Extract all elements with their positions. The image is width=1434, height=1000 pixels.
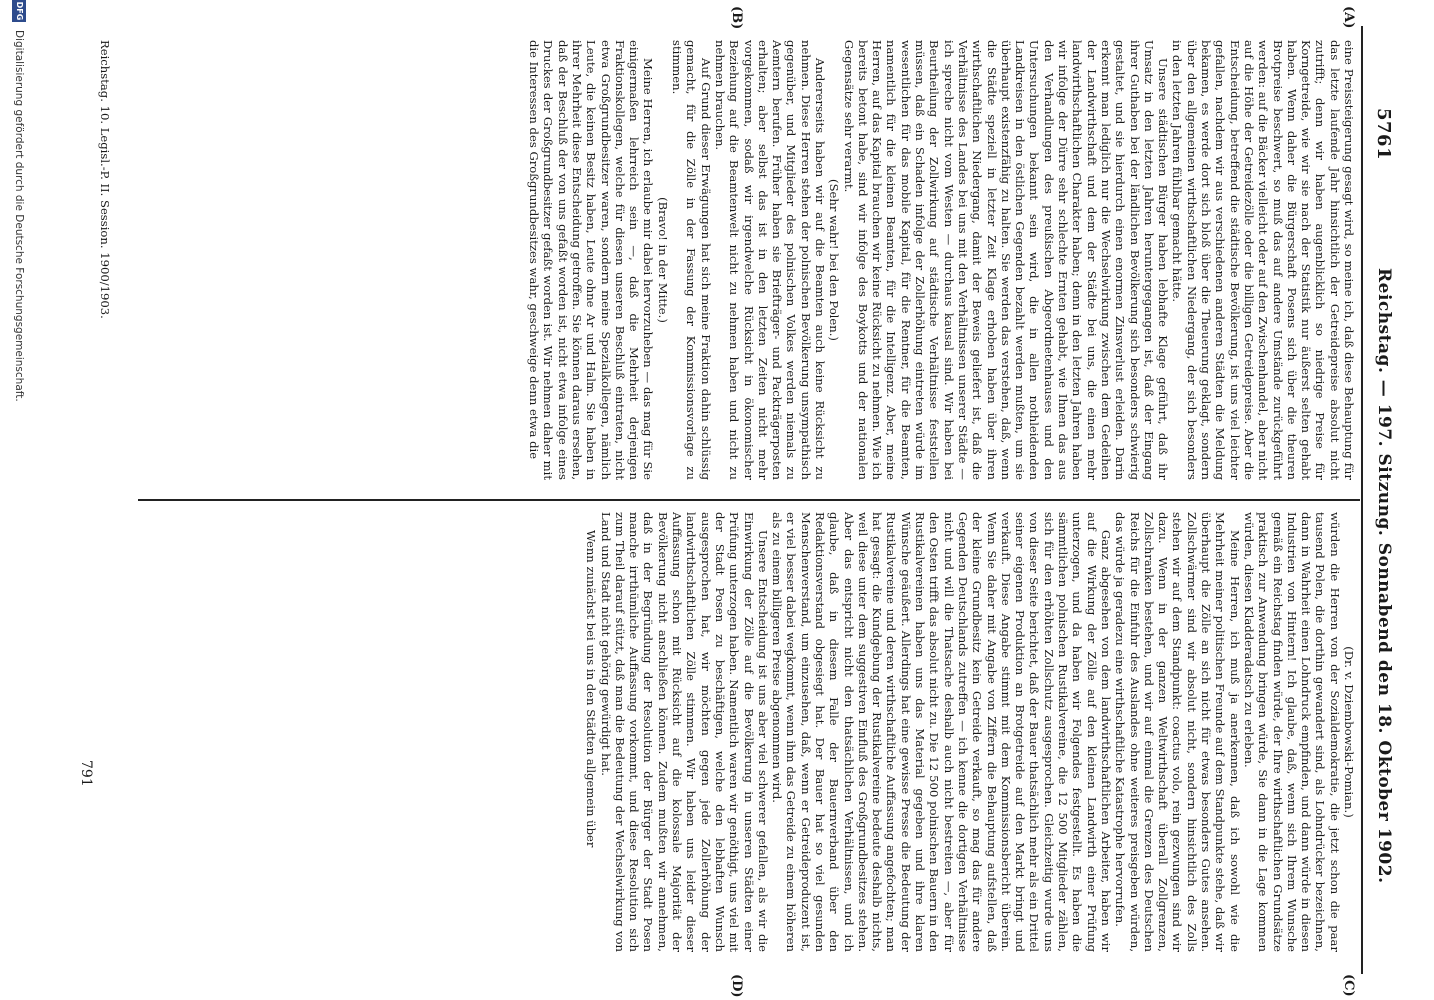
header-title: Reichstag. — 197. Sitzung. Sonnabend den 18. Oktober 1902. [1374, 268, 1394, 884]
paragraph: Auf Grund dieser Erwägungen hat sich meine Fraktion dahin schlüssig gemacht, für die Zölle in der Fassung der Kommissionsvorlage zu stimmen. [670, 40, 713, 480]
margin-letter-c: (C) [1341, 974, 1356, 997]
page-number: 791 [78, 760, 94, 787]
digitization-credit [6, 0, 30, 1000]
paragraph: eine Preissteigerung gesagt wird, so meine ich, daß diese Behauptung für das letzte laufende Jahr hinsichtlich der Getreidepreise absolut nicht zutrifft; denn wir haben augenblicklich so niedrige Preise für Korngetreide, wie wir sie nach der Statistik nur äußerst selten gehabt haben. Wenn daher die Bürgerschaft Posens sich über die theuren Brotpreise beschwert, so muß das auf andere Umstände zurückgeführt werden: auf die Bäcker vielleicht oder auf den Zwischenhandel, aber nicht auf die Höhe der Getreidezölle oder die billigen Getreidepreise. Aber die Entscheidung, betreffend die städtische Bevölkerung, ist uns viel leichter gefallen, nachdem wir aus verschiedenen anderen Städten die Meldung bekamen, es werde dort sich bloß über die Theuerung geklagt, sondern über den allgemeinen wirthschaftlichen Niedergang, der sich besonders in den letzten Jahren fühlbar gemacht hätte. [1170, 40, 1356, 480]
paragraph: Meine Herren, ich erlaube mir dabei hervorzuheben — das mag für Sie einigermaßen lehrreich sein —, daß die Mehrheit derjenigen Fraktionskollegen, welche für diesen unseren Beschluß eintraten, nicht etwa Großgrundbesitzer waren, sondern meine Spezialkollegen, nämlich Leute, die keinen Besitz haben, Leute ohne Ar und Halm. Sie haben in ihrer Mehrheit diese Entscheidung getroffen. Sie können daraus ersehen, daß der Beschluß der von uns gefaßt worden ist, nicht etwa infolge eines Druckes der Großgrundbesitzer gefaßt worden ist. Wir nehmen daher mit die Interessen des Großgrundbesitzes wahr, geschweige denn etwa die [527, 40, 656, 480]
interjection: (Sehr wahr! bei den Polen.) [827, 179, 842, 341]
left-text-column [38, 40, 1356, 480]
paragraph: Unsere Entscheidung ist uns aber viel schwerer gefallen, als wir die Einwirkung der Zölle auf die Bevölkerung in unseren Städten einer Prüfung unterzogen haben. Namentlich waren wir genöthigt, uns viel mit der Stadt Posen zu beschäftigen, welche den lebhaften Wunsch ausgesprochen hat, wir möchten gegen jede Zollerhöhung der landwirthschaftlichen Zölle stimmen. Wir haben uns leider dieser Auffassung schon mit Rücksicht auf die kolossale Majorität der Bevölkerung nicht anschließen können. Zudem mußten wir annehmen, daß in der Begründung der Resolution der Bürger der Stadt Posen manche irrthümliche Auffassung vorkommt, und diese Resolution sich zum Theil darauf stützt, daß man die Bedeutung der Wechselwirkung von Land und Stadt nicht gehörig gewürdigt hat. [598, 512, 770, 952]
paragraph: Meine Herren, ich muß ja anerkennen, daß ich sowohl wie die Mehrheit meiner politischen Freunde auf dem Standpunkte stehe, daß wir überhaupt die Zölle an sich nicht für etwas besonders Gutes ansehen. Zollschwärmer sind wir absolut nicht, sondern hinsichtlich des Zolls stehen wir auf dem Standpunkt: coactus volo, rein gezwungen sind wir dazu. Wenn in der ganzen Weltwirthschaft überall Zollgrenzen, Zollschranken bestehen, und wir auf einmal die Grenzen des Deutschen Reichs für die Einfuhr des Auslandes ohne weiteres preisgeben würden, das würde ja geradezu eine wirthschaftliche Katastrophe hervorrufen. [1113, 512, 1242, 952]
right-text-column [38, 512, 1356, 952]
dfg-logo: DFG [12, 0, 26, 22]
page-footer: Reichstag. 10. Legisl.-P. II. Session. 1900/1903. [98, 40, 112, 319]
speaker-name: (Dr. v. Dziembowski-Pomian.) [1342, 646, 1356, 818]
paragraph: Andererseits haben wir auf die Beamten auch keine Rücksicht zu nehmen. Diese Herren stehen der polnischen Bevölkerung unsympathisch gegenüber, und Mitglieder des polnischen Volkes werden niemals zu Aemtern berufen. Früher haben sie Briefträger- und Packträgerposten erhalten; aber selbst das ist in den letzten Zeiten nicht mehr vorgekommen, sodaß wir irgendwelche Rücksicht in ökonomischer Beziehung auf die Beamtenwelt nicht zu nehmen haben und nicht zu nehmen brauchen. [712, 40, 828, 480]
margin-letter-a: (A) [1341, 6, 1356, 29]
paragraph: Unsere städtischen Bürger haben lebhafte Klage geführt, daß ihr Umsatz in den letzten Jahren heruntergegangen ist, daß der Eingang ihrer Guthaben bei der ländlichen Bevölkerung sich besonders schwierig gestaltet, und sie hierdurch einen enormen Zinsverlust erleiden. Darin erkennt man lediglich nur die Wechselwirkung zwischen dem Gedeihen der Landwirthschaft und dem der Städte bei uns, die einen mehr landwirthschaftlichen Charakter haben; denn in den letzten Jahren haben wir infolge der Dürre sehr schlechte Ernten gehabt, wie Ihnen das aus den Verhandlungen des preußischen Abgeordnetenhauses und den Untersuchungen bekannt sein wird, die in allen nothleidenden Landkreisen in den östlichen Gegenden bezahlt werden mußten, um sie überhaupt existenzfähig zu halten. Sie werden das verstehen, daß, wenn die Städte speziell in letzter Zeit Klage erhoben haben über ihren wirthschaftlichen Niedergang, damit der Beweis geliefert ist, daß die Verhältnisse des Landes bei uns mit den Verhältnissen unserer Städte — ich spreche nicht vom Westen — durchaus kausal sind. Wir haben bei Beurtheilung der Zollwirkung auf städtische Verhältnisse feststellen müssen, daß ein Schaden infolge der Zollerhöhung eintreten würde im wesentlichen für das mobile Kapital, für die Rentner, für die Beamten, namentlich für die kleinen Beamten, für die Intelligenz. Aber, meine Herren, auf das Kapital brauchen wir keine Rücksicht zu nehmen. Wie ich bereits betont habe, sind wir infolge des Boykotts und der nationalen Gegensätze sehr verarmt. [841, 40, 1171, 480]
paragraph: Wenn zunächst bei uns in den Städten allgemein über [584, 530, 599, 848]
header-divider [1361, 26, 1363, 974]
page-header [1370, 30, 1396, 970]
paragraph: würden die Herren von der Sozialdemokratie, die jetzt schon die paar tausend Polen, die dorthin gewandert sind, als Lohndrücker bezeichnen, dann in Wahrheit einen Lohndruck empfinden, und dann würde in diesen Industrien von Hintern! Ich glaube, daß, wenn sich Ihrem Wunsche gemäß ein Reichstag finden würde, der Ihre wirthschaftlichen Grundsätze praktisch zur Anwendung bringen würde, Sie dann in die Lage kommen würden, diesen Kladderadatsch zu erleben. [1241, 512, 1342, 952]
digitization-credit-text: Digitalisierung gefördert durch die Deutsche Forschungsgemeinschaft. [13, 30, 25, 402]
header-page-number: 5761 [1373, 108, 1394, 161]
column-divider [138, 499, 1360, 501]
paragraph: Ganz abgesehen von dem landwirthschaftlichen Arbeiter, haben wir auf die Wirkung der Zölle auf den kleinen Landwirth einer Prüfung unterzogen, und da haben wir Folgendes festgestellt. Es haben die sämmtlichen polnischen Rustikalvereine, die 12 500 Mitglieder zählen, sich für den erhöhten Zollschutz ausgesprochen. Gleichzeitig wurde uns von dieser Seite berichtet, daß der Bauer thatsächlich mehr als ein Drittel seiner eigenen Produktion an Brotgetreide auf den Markt bringt und verkauft. Diese Angabe stimmt mit dem Kommissionsbericht überein. Wenn Sie daher mit Angabe von Ziffern die Behauptung aufstellen, daß der kleine Grundbesitz kein Getreide verkauft, so mag das für andere Gegenden Deutschlands zutreffen — ich kenne die dortigen Verhältnisse nicht und will die Thatsache deshalb auch nicht bestreiten —, aber für den Osten trifft das absolut nicht zu. Die 12 500 polnischen Bauern in den Rustikalvereinen haben uns das Material gegeben und ihre klaren Wünsche geäußert. Allerdings hat eine gewisse Presse die Bedeutung der Rustikalvereine und deren wirthschaftliche Auffassung angefochten; man hat gesagt: die Kundgebung der Rustikalvereine bedeute deshalb nichts, weil diese unter dem suggestiven Einfluß des Großgrundbesitzes stehen. Aber das entspricht nicht den thatsächlichen Verhältnissen, und ich glaube, daß in diesem Falle der Bauernverband über den Redaktionsverstand obgesiegt hat. Der Bauer hat so viel gesunden Menschenverstand, um einzusehen, daß, wenn er Getreideproduzent ist, er viel besser dabei wegkommt, wenn ihm das Getreide zu einem höheren als zu einem billigeren Preise abgenommen wird. [770, 512, 1113, 952]
margin-letter-b: (B) [729, 6, 744, 30]
margin-letter-d: (D) [729, 974, 744, 998]
interjection: (Bravo! in der Mitte.) [655, 197, 670, 323]
